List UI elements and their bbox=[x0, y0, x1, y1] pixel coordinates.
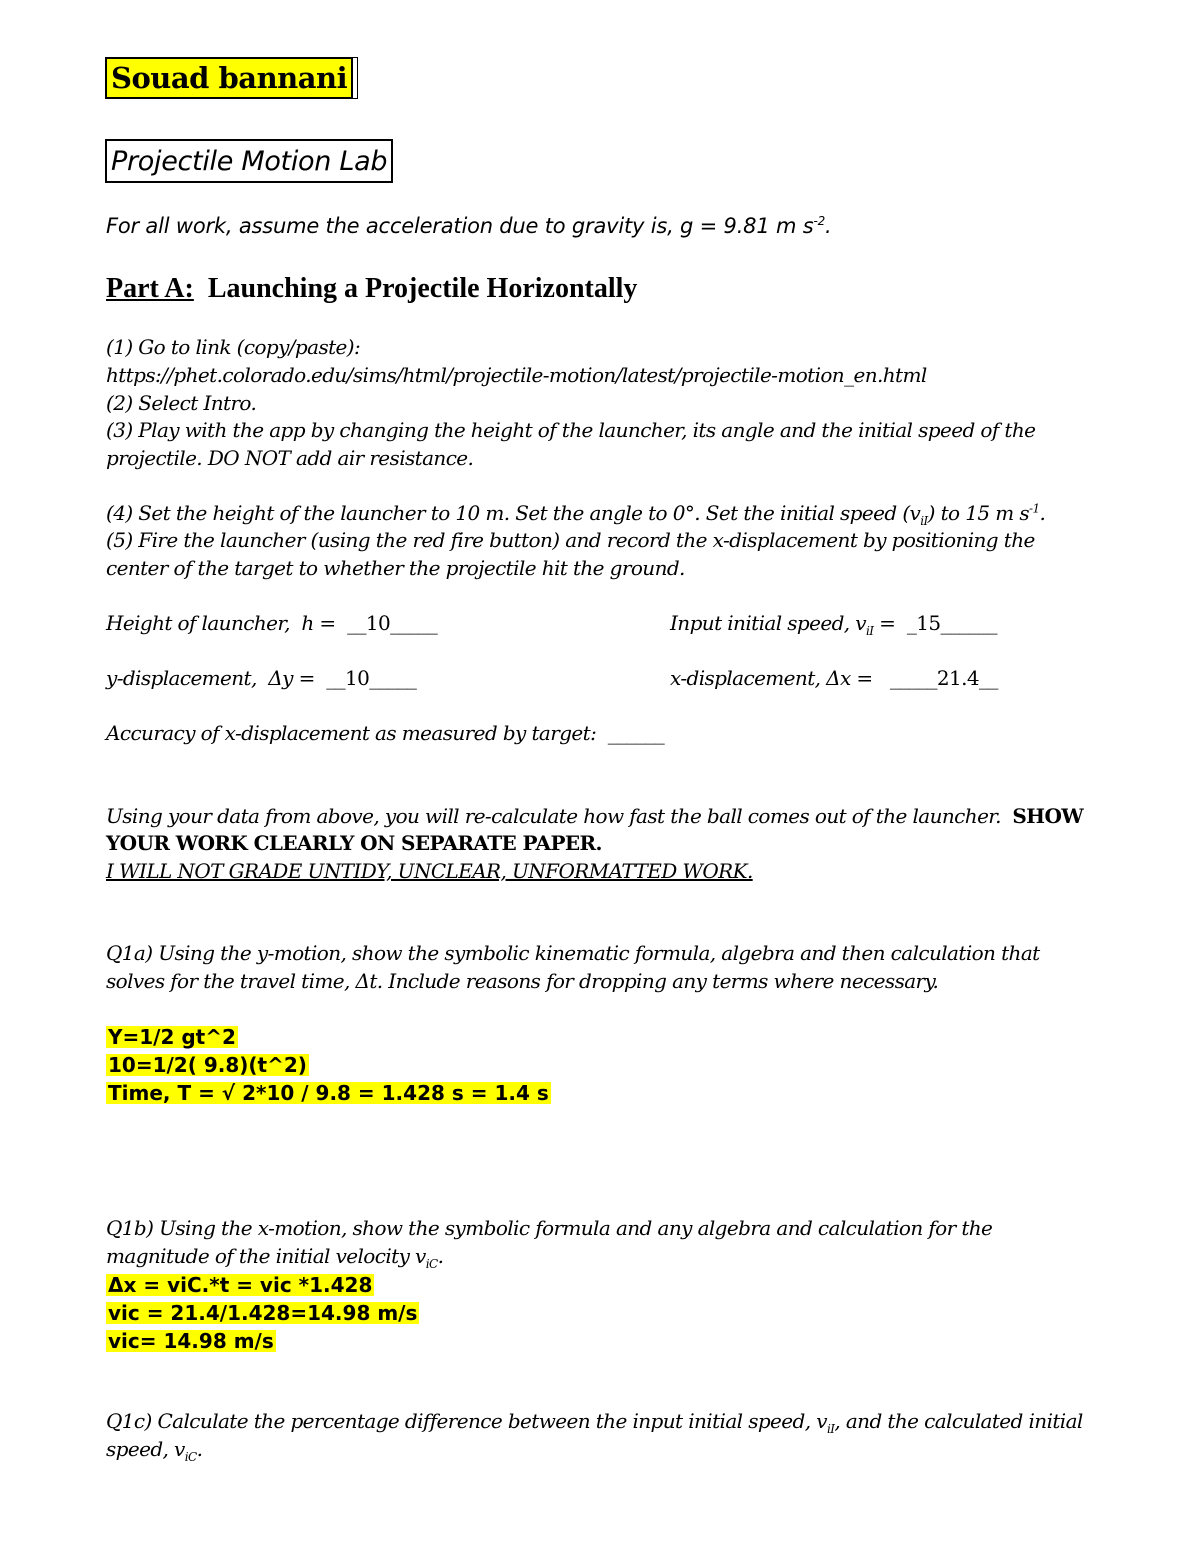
y-displacement-value: __10_____ bbox=[326, 666, 417, 690]
q1c-line-2 bbox=[106, 1437, 203, 1464]
author-box-outline bbox=[351, 57, 358, 99]
q1c-line-2-text: speed, v bbox=[106, 1437, 185, 1461]
gravity-text: For all work, assume the acceleration due to gravity is, g = 9.81 m s bbox=[106, 214, 814, 238]
q1a-line-1: Q1a) Using the y-motion, show the symbolic kinematic formula, algebra and then calculation that bbox=[106, 941, 1040, 965]
instructions-line-1 bbox=[106, 806, 1083, 826]
phet-link[interactable]: https://phet.colorado.edu/sims/html/projectile-motion/latest/projectile-motion_en.html bbox=[106, 363, 927, 387]
height-label: Height of launcher, h = bbox=[106, 611, 348, 635]
step-5-line-2: center of the target to whether the projectile hit the ground. bbox=[106, 556, 685, 580]
gravity-statement bbox=[106, 216, 832, 237]
q1b-answer-1: Δx = viC.*t = vic *1.428 bbox=[108, 1273, 373, 1297]
height-field bbox=[106, 613, 437, 633]
q1a-line-2: solves for the travel time, Δt. Include reasons for dropping any terms where necessary. bbox=[106, 969, 939, 993]
height-value: __10_____ bbox=[347, 611, 438, 635]
instructions-text: Using your data from above, you will re-calculate how fast the ball comes out of the launcher. bbox=[106, 804, 1013, 828]
x-displacement-value: _____21.4__ bbox=[889, 666, 998, 690]
q1b-line-2-end: . bbox=[437, 1244, 444, 1268]
author-name-box bbox=[105, 57, 353, 99]
step-3-line-2: projectile. DO NOT add air resistance. bbox=[106, 446, 474, 470]
gravity-end: . bbox=[825, 214, 832, 238]
q1b-subscript: iC bbox=[425, 1257, 438, 1271]
y-displacement-label: y-displacement, Δy = bbox=[106, 666, 327, 690]
y-displacement-field bbox=[106, 668, 416, 688]
q1c-line-1-end: , and the calculated initial bbox=[834, 1409, 1083, 1433]
step-4-exponent: -1 bbox=[1029, 501, 1040, 516]
step-5-line-1: (5) Fire the launcher (using the red fire button) and record the x-displacement by positioning the bbox=[106, 528, 1035, 552]
q1b-line-2 bbox=[106, 1244, 444, 1271]
initial-speed-field bbox=[670, 611, 997, 638]
title-box bbox=[105, 139, 393, 183]
q1b-line-1: Q1b) Using the x-motion, show the symbolic formula and any algebra and calculation for the bbox=[106, 1216, 993, 1240]
step-4 bbox=[106, 501, 1046, 528]
speed-equals: = bbox=[873, 611, 907, 635]
q1c-line-2-end: . bbox=[196, 1437, 203, 1461]
q1b-answer-2: vic = 21.4/1.428=14.98 m/s bbox=[108, 1301, 418, 1325]
q1c-line-1 bbox=[106, 1409, 1083, 1436]
gravity-exponent: -2 bbox=[813, 214, 826, 228]
accuracy-label: Accuracy of x-displacement as measured by target: bbox=[106, 721, 608, 745]
accuracy-value: ______ bbox=[607, 721, 665, 745]
speed-label: Input initial speed, v bbox=[670, 611, 866, 635]
step-4-text: (4) Set the height of the launcher to 10 m. Set the angle to 0°. Set the initial speed (v bbox=[106, 501, 921, 525]
part-a-label: Part A: bbox=[106, 273, 194, 304]
page-title: Projectile Motion Lab bbox=[111, 145, 388, 177]
step-4-end: . bbox=[1039, 501, 1046, 525]
q1c-subscript-2: iC bbox=[184, 1450, 197, 1464]
author-name: Souad bannani bbox=[111, 60, 348, 95]
accuracy-field bbox=[106, 723, 664, 743]
step-3-line-1: (3) Play with the app by changing the height of the launcher, its angle and the initial speed of the bbox=[106, 418, 1036, 442]
step-4-subscript: iI bbox=[920, 514, 928, 528]
x-displacement-label: x-displacement, Δx = bbox=[670, 666, 890, 690]
q1a-answer-1: Y=1/2 gt^2 bbox=[108, 1025, 236, 1049]
instructions-line-2: YOUR WORK CLEARLY ON SEPARATE PAPER. bbox=[106, 831, 602, 855]
q1a-answer-3: Time, T = √ 2*10 / 9.8 = 1.428 s = 1.4 s bbox=[108, 1081, 549, 1105]
x-displacement-field bbox=[670, 668, 998, 688]
q1c-line-1-text: Q1c) Calculate the percentage difference between the input initial speed, v bbox=[106, 1409, 827, 1433]
instructions-line-3: I WILL NOT GRADE UNTIDY, UNCLEAR, UNFORMATTED WORK. bbox=[106, 859, 753, 883]
speed-value: _15______ bbox=[906, 611, 997, 635]
instructions-show: SHOW bbox=[1012, 804, 1084, 828]
part-a-heading bbox=[106, 275, 637, 303]
step-1: (1) Go to link (copy/paste): bbox=[106, 335, 361, 359]
q1a-answer-2: 10=1/2( 9.8)(t^2) bbox=[108, 1053, 307, 1077]
speed-subscript: iI bbox=[866, 624, 874, 638]
q1c-subscript-1: iI bbox=[826, 1422, 835, 1436]
step-4-text-2: ) to 15 m s bbox=[927, 501, 1029, 525]
q1b-answer-3: vic= 14.98 m/s bbox=[108, 1329, 274, 1353]
step-2: (2) Select Intro. bbox=[106, 391, 257, 415]
q1b-line-2-text: magnitude of the initial velocity v bbox=[106, 1244, 426, 1268]
part-a-title: Launching a Projectile Horizontally bbox=[207, 273, 638, 304]
